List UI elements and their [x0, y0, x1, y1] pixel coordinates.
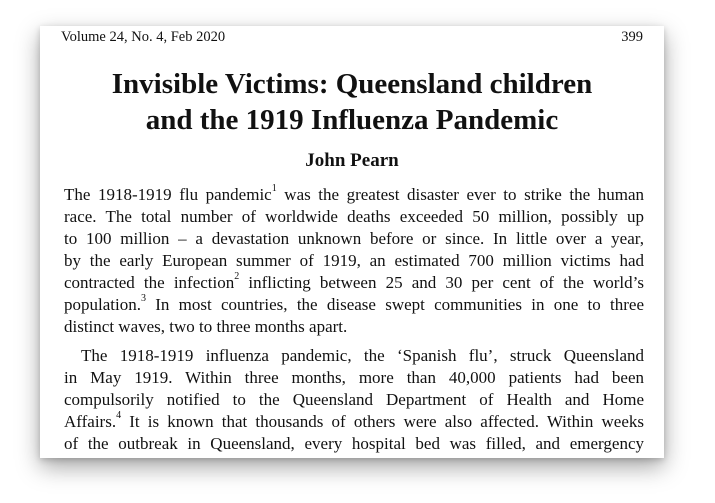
- footnote-marker-2: 2: [234, 271, 240, 283]
- journal-issue: Volume 24, No. 4, Feb 2020: [61, 29, 226, 45]
- footnote-marker-3: 3: [140, 293, 146, 305]
- text-run: In most countries, the disease swept communities in one to three: [145, 295, 644, 314]
- text-line: of the outbreak in Queensland, every hospital bed was filled, and emergency: [64, 434, 644, 453]
- article-title: [40, 66, 664, 138]
- article-title-line-1: Invisible Victims: Queensland children: [111, 68, 593, 100]
- text-line: [64, 411, 644, 433]
- text-line: The 1918-1919 influenza pandemic, the ‘Spanish flu’, struck Queensland: [81, 346, 644, 365]
- text-run: It is known that thousands of others were also affected. Within weeks: [121, 412, 644, 431]
- text-line: compulsorily notified to the Queensland Department of Health and Home: [64, 390, 644, 409]
- text-line: by the early European summer of 1919, an estimated 700 million victims had: [64, 251, 644, 270]
- body-paragraph-2: [64, 345, 644, 455]
- text-line: [64, 294, 644, 316]
- text-line: [64, 272, 644, 294]
- text-line: in May 1919. Within three months, more than 40,000 patients had been: [64, 368, 644, 387]
- article-author: John Pearn: [305, 150, 399, 171]
- text-line: to 100 million – a devastation unknown before or since. In little over a year,: [64, 229, 644, 248]
- text-line: distinct waves, two to three months apart.: [64, 317, 348, 336]
- text-run: population.: [64, 295, 141, 314]
- text-line: race. The total number of worldwide deaths exceeded 50 million, possibly up: [64, 207, 644, 226]
- text-run: inflicting between 25 and 30 per cent of the world’s: [239, 273, 644, 292]
- text-run: contracted the infection: [64, 273, 235, 292]
- footnote-marker-1: 1: [271, 183, 277, 195]
- text-line: [64, 184, 644, 206]
- page-number: 399: [621, 29, 643, 45]
- article-title-line-2: and the 1919 Influenza Pandemic: [145, 104, 559, 136]
- footnote-marker-4: 4: [116, 410, 122, 422]
- text-run: Affairs.: [64, 412, 117, 431]
- text-run: was the greatest disaster ever to strike the human: [276, 185, 645, 204]
- text-run: The 1918-1919 flu pandemic: [64, 185, 272, 204]
- journal-page: [40, 26, 664, 458]
- body-paragraph-1: [64, 184, 644, 338]
- running-head: [61, 26, 643, 48]
